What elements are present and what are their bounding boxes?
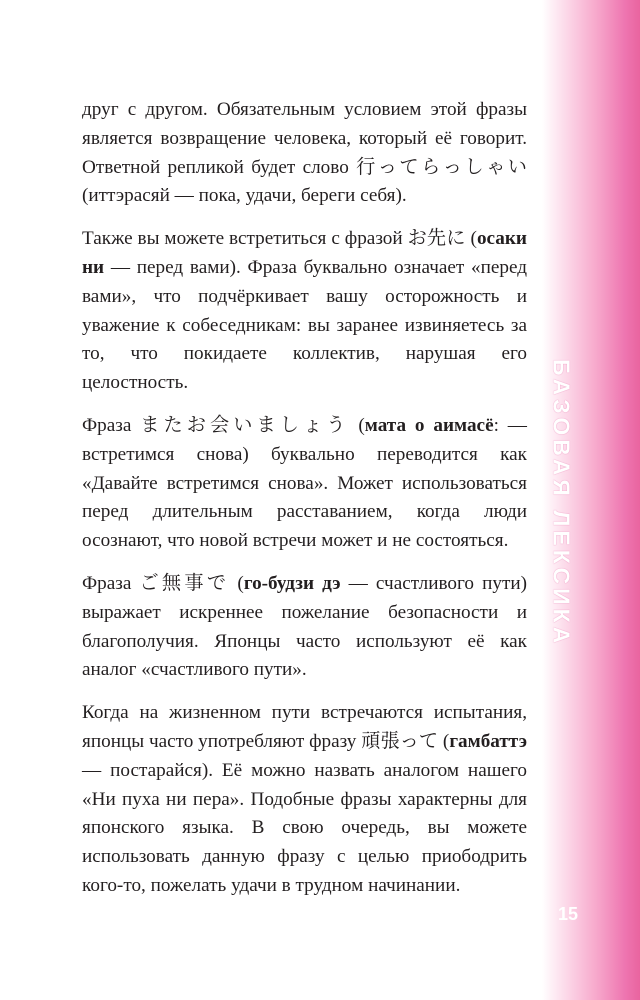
paragraph-3	[82, 412, 527, 556]
paragraph-text: друг с другом. Обязательным условием этой фразы является возвращение человека, который её говорит. Ответной репликой будет слово 行ってらっしゃい (иттэрасяй — пока, удачи, береги себя).	[82, 99, 527, 207]
paragraph-text: — счастливого пути) выражает искреннее пожелание безопасности и благополучия. Японцы часто используют её как аналог «счастливого пути».	[82, 572, 527, 681]
paragraph-1	[82, 96, 527, 211]
main-text	[82, 96, 527, 915]
paragraph-text: Фраза ご無事で (	[82, 572, 244, 594]
page-number: 15	[557, 904, 579, 924]
romaji-term: гамбаттэ	[449, 730, 527, 752]
paragraph-text: Фраза またお会いましょう (	[82, 414, 365, 436]
paragraph-text: — постарайся). Её можно назвать аналогом нашего «Ни пуха ни пера». Подобные фразы характерны для японского языка. В свою очередь, вы можете использовать данную фразу с целью приободрить кого-то, пожелать удачи в трудном начинании.	[82, 759, 527, 896]
romaji-term: осаки ни	[82, 228, 527, 278]
paragraph-2	[82, 225, 527, 398]
section-title-vertical	[546, 358, 576, 648]
paragraph-text: Также вы можете встретиться с фразой お先に (	[82, 228, 477, 250]
paragraph-5	[82, 699, 527, 901]
paragraph-text: : — встретимся снова) буквально переводится как «Давайте встретимся снова». Может использоваться перед длительным расставанием, когда люди осознают, что новой встречи может и не состояться.	[82, 414, 527, 552]
paragraph-4	[82, 570, 527, 685]
romaji-term: го-будзи дэ	[243, 572, 341, 594]
paragraph-text: — перед вами). Фраза буквально означает «перед вами», что подчёркивает вашу осторожность и уважение к собеседникам: вы заранее извиняетесь за то, что покидаете коллектив, нарушая его целостность.	[82, 256, 527, 394]
paragraph-text: Когда на жизненном пути встречаются испытания, японцы часто употребляют фразу 頑張って (	[82, 702, 527, 752]
romaji-term: мата о аимасё	[364, 414, 494, 436]
section-title-text: БАЗОВАЯ ЛЕКСИКА	[548, 358, 575, 648]
